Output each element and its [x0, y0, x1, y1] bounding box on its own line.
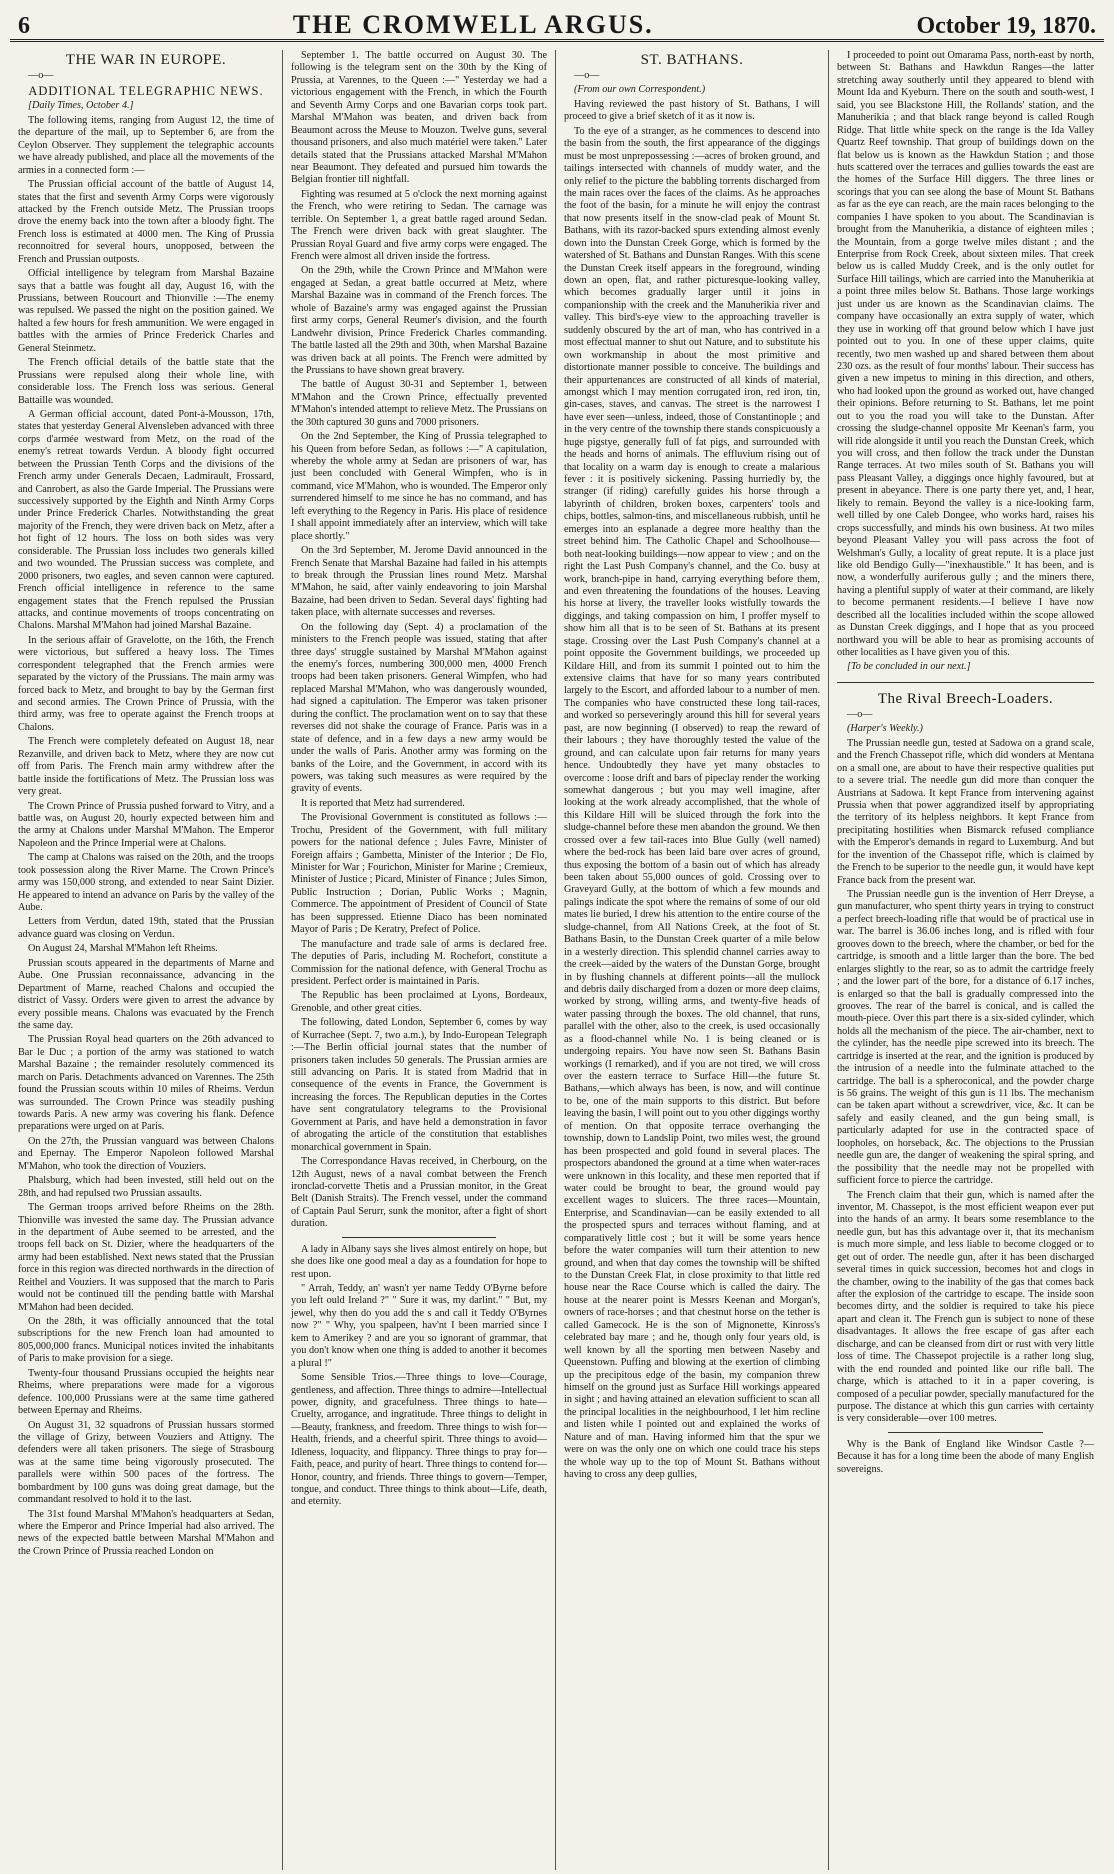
paragraph: On the 28th, it was officially announced that the total subscriptions for the new French loan had amounted to 805,000,000 francs. Municipal notices invited the inhabitants of Paris to make provision for a siege. [18, 1316, 274, 1365]
paragraph: The Provisional Government is constituted as follows :—Trochu, President of the Government, with full military powers for the national defence ; Jules Favre, Minister of Foreign affairs ; Gambetta, Minister of the Interior ; De Flo, Minister for War ; Fourichon, Minister for Marine ; Cremieux, Minister of Justice ; Picard, Minister of Finance ; Jules Simon, Public Instruction ; Dorian, Public Works ; Magnin, Commerce. The appointment of President of Council of State has been suppressed. Etienne Diaco has been nominated Mayor of Paris ; De Keratry, Prefect of Police. [291, 812, 547, 936]
bathans-dash: —o— [574, 70, 600, 81]
column-2 [283, 50, 556, 1870]
bathans-body-continued [837, 50, 1094, 659]
paragraph: The battle of August 30-31 and September 1, between M'Mahon and the Crown Prince, effectually prevented M'Mahon's intended attempt to relieve Metz. The Prussians on the 30th captured 30 guns and 7000 prisoners. [291, 379, 547, 428]
paragraph: A lady in Albany says she lives almost entirely on hope, but she does like one good meal a day as a foundation for hope to rest upon. [291, 1243, 547, 1280]
war-body [18, 115, 274, 1558]
paper-title: THE CROMWELL ARGUS. [292, 10, 654, 39]
paragraph: The 31st found Marshal M'Mahon's headquarters at Sedan, where the Emperor and Prince Imperial had also arrived. The news of the expected battle between Marshal M'Mahon and the Crown Prince of Prussia reached London on [18, 1508, 274, 1557]
paragraph: The Prussian needle gun is the invention of Herr Dreyse, a gun manufacturer, who spent thirty years in trying to construct a perfect breech-loading rifle that would be of practical use in war. The barrel is 36.06 inches long, and is rifled with four grooves down to the breech, where the chamber, or bed for the cartridge, is smooth and a little larger than the bore. The bed enlarges slightly to the rear, so as to admit the cartridge freely ; and the lower part of the bore, for a distance of 6.17 inches, is enlarged so that the ball is gradually compressed into the grooves. The rear of the barrel is conical, and is called the mouth-piece. Over this part there is a six-sided cylinder, which holds all the mechanism of the piece. The air-chamber, next to the cylinder, has the needle pipe screwed into its breech. The cartridge is inserted at the rear, and the ignition is produced by the intrusion of a needle into the fulminate attached to the cartridge. The ball is a spheroconical, and the powder charge is 56 grains. The weight of this gun is 11 lbs. The mechanism can be taken apart without a screwdriver, vice, &c. It can be safely and easily cleaned, and the gun being small, is particularly adapted for use in the contracted space of loopholes, on horseback, &c. The objections to the Prussian needle gun are, the danger of weakening the spiral spring, and the possibility that the needle may not be propelled with sufficient force to pierce the cartridge. [837, 889, 1094, 1187]
divider [837, 682, 1094, 683]
column-4 [829, 50, 1102, 1870]
paragraph: On August 31, 32 squadrons of Prussian hussars stormed the village of Grizy, between Vouziers and Attigny. The defenders were all taken prisoners. The siege of Strasbourg was at the same time being vigorously prosecuted. The parallels were within 500 paces of the fortress. The bombardment by 100 guns was doing great damage, but the commandant resolved to hold it to the last. [18, 1419, 274, 1506]
paragraph: On August 24, Marshal M'Mahon left Rheims. [28, 943, 218, 955]
paragraph: I proceeded to point out Omarama Pass, north-east by north, between St. Bathans and Hawkdun Ranges—the latter stretching away southerly until they appeared to blend with Mount Ida and Kyeburn. There on the south and south-west, I said, you see Blackstone Hill, the Rollands' station, and the Manuherikia ; and that black range beyond is called Rough Ridge. That little white speck on the range is the Ida Valley Quartz Reef township. That group of buildings down on the flat below us is known as the Hawkdun Station ; and those huts scattered over the terraces and gullies towards the east are the homes of the Surface Hill diggers. The three lines or scorings that you can see along the base of Mount St. Bathans as far as the eye can reach, are the main races belonging to the companies I have spoken to you about. The Scandinavian is brought from the Manuherikia, a distance of eighteen miles ; the Mountain, from a gorge twelve miles distant ; and the Enterprise from Rock Creek, about sixteen miles. That creek below us is called Muddy Creek, and is the only outlet for Surface Hill tailings, which are carried into the Manuherikia at a point three miles below St. Bathans. Those large workings just under us are known as the Scandinavian claims. The company have occasionally an extra supply of water, which they use in working off that ground below which I have just pointed out to you. In one of these upper claims, quite recently, two men washed up and shared between them about 230 ozs. as the result of four months' labour. Their success has given a new impetus to mining in this direction, and others, who had looked upon the ground as worked out, have changed their opinions. Before returning to St. Bathans, let me point out to you the road you will take to the Dunstan. After crossing the sludge-channel opposite Mr Keenan's farm, you will ride alongside it until you reach the Dunstan Creek, which you will cross, and then follow the track under the Dunstan Range terraces. At two miles south of St. Bathans you will pass Pleasant Valley, a diggings once highly favoured, but at present in abeyance. There is one party there yet, and, I hear, likely to remain. Beyond the valley is a nice-looking farm, well tilled by one Caleb Dongee, who works hard, raises his crops successfully, and minds his own business. At two miles beyond Pleasant Valley you will pass across the foot of Welshman's Gully, a locality of great repute. It is a place just like old Bendigo Gully—"inexhaustible." It has been, and is now, a wonderfully auriferous gully ; and the miners there, having a plentiful supply of water at their command, are likely to become permanent residents.—I believe I have now described all the localities included within the scope allowed as Dunstan Creek diggings, and I hope that as you proceed northward you will be able to hear as promising accounts of other localities as I have given you of this. [837, 50, 1094, 658]
paragraph: On the 3rd September, M. Jerome David announced in the French Senate that Marshal Bazaine had failed in his attempts to break through the Prussian lines round Metz. Marshal M'Mahon, he said, after vainly endeavoring to join Marshal Bazaine, had been driven to Sedan. Several days' fighting had taken place, with alternate successes and reverses. [291, 545, 547, 619]
page-number: 6 [18, 13, 30, 39]
war-headline: THE WAR IN EUROPE. [65, 52, 227, 68]
paragraph: Twenty-four thousand Prussians occupied the heights near Rheims, where preparations were made for a vigorous defence. 100,000 Prussians were at the same time gathered between Epernay and Rheims. [18, 1367, 274, 1417]
bathans-source: (From our own Correspondent.) [574, 84, 706, 96]
paragraph: Fighting was resumed at 5 o'clock the next morning against the French, who were retiring to Sedan. The carnage was terrible. On September 1, a great battle raged around Sedan. The French were driven back with great slaughter. The Prussian Royal Guard and five army corps were engaged. The French were almost all driven inside the fortress. [291, 188, 547, 262]
issue-date: October 19, 1870. [916, 13, 1096, 39]
breech-source: (Harper's Weekly.) [847, 723, 923, 735]
bathans-headline: ST. BATHANS. [640, 52, 744, 68]
paragraph: Prussian scouts appeared in the departments of Marne and Aube. One Prussian reconnaissance, advancing in the Department of Marne, reached Chalons and occupied the district of Vassy. Orders were given to arrest the advance by every possible means. Chalons was evacuated by the French the same day. [18, 957, 274, 1031]
columns [10, 50, 1104, 1870]
breech-body [837, 738, 1094, 1426]
paragraph: Letters from Verdun, dated 19th, stated that the Prussian advance guard was closing on Verdun. [18, 916, 274, 940]
paragraph: The Prussian Royal head quarters on the 26th advanced to Bar le Duc ; a portion of the army was stationed to watch Marshal Bazaine ; the remainder resolutely commenced its march on Paris. Detachments advanced on Varennes. The 25th found the Prussian scouts within 10 miles of Rheims. Verdun was surrounded. The Crown Prince was steadily pushing towards Paris. A new army was covering his flank. Defence preparations were urged on at Paris. [18, 1034, 274, 1133]
masthead [10, 8, 1104, 42]
divider [888, 1432, 1042, 1433]
paragraph: In the serious affair of Gravelotte, on the 16th, the French were victorious, but suffered a heavy loss. The Times correspondent telegraphed that the French armies were separated by the victory of the Prussians. The main army was forced back to Metz, and brought to bay by the German first and second armies. The Crown Prince of Prussia, with the third army, was free to operate against the French troops at Chalons. [18, 634, 274, 733]
paragraph: On the 27th, the Prussian vanguard was between Chalons and Epernay. The Emperor Napoleon followed Marshal M'Mahon, who took the direction of Vouziers. [18, 1135, 274, 1172]
paragraph: A German official account, dated Pont-à-Mousson, 17th, states that yesterday General Alvensleben advanced with three corps d'armée westward from Metz, on the road of the enemy's retreat towards Verdun. A bloody fight occurred between the Prussian Tenth Corps and the divisions of the French army under Generals Decaen, Ladmirault, Frossard, and Canrobert, as also the Garde Imperial. The Prussians were successively supported by the Eighth and Ninth Army Corps under Prince Frederick Charles. Notwithstanding the great majority of the French, they were driven back on Metz, after a hot fight of 12 hours. The loss on both sides was very considerable. The Prussian loss includes two generals killed and two wounded. The Prussian success was complete, and 2000 prisoners, two eagles, and seven cannon were captured. French official intelligence in reference to the same engagement states that the French repulsed the Prussian attacks, and continue movements of troops concentrating on Chalons. Marshal M'Mahon had joined Marshal Bazaine. [18, 408, 274, 632]
paragraph: The following items, ranging from August 12, the time of the departure of the mail, up to September 6, are from the Ceylon Observer. They supplement the telegraphic accounts we have already published, and place all the movements of the armies in a connected form :— [18, 114, 274, 176]
paragraph: Phalsburg, which had been invested, still held out on the 28th, and had repulsed two Prussian assaults. [18, 1175, 274, 1199]
paragraph: September 1. The battle occurred on August 30. The following is the telegram sent on the 30th by the King of Prussia, at Varennes, to the Queen :—" Yesterday we had a victorious engagement with the French, in which the Fourth and Seventh Army Corps and one Bavarian corps took part. Marshal M'Mahon was beaten, and driven back from Beaumont across the Meuse to Mouzon. Twelve guns, several thousand prisoners, and also much matériel were taken." Later details stated that the Prussians attacked Marshal M'Mahon near Beaumont. They defeated and pursued him towards the Belgian frontier till nightfall. [291, 50, 547, 186]
paragraph: The Prussian needle gun, tested at Sadowa on a grand scale, and the French Chassepot rifle, which did wonders at Mentana on a small one, are about to have their respective qualities put to a severe trial. The needle gun did more than conquer the Austrians at Sadowa. It kept France from intervening against Prussia when that power aggrandized itself by appropriating the territory of its helpless neighbors. It kept France from precipitating hostilities when Bismarck refused compliance with the Emperor's demands in regard to Luxemburg. And but for the invention of the Chassepot rifle, which is claimed by the French to be superior to the needle gun, it would have kept France back from the present war. [837, 737, 1094, 886]
column-3 [556, 50, 829, 1870]
paragraph: The French official details of the battle state that the Prussians were repulsed along their whole line, with considerable loss. The French loss was serious. General Battaille was wounded. [18, 357, 274, 406]
paragraph: The Prussian official account of the battle of August 14, states that the first and seventh Army Corps were vigorously attacked by the French outside Metz. The Prussian troops drove the enemy back into the town after a bloody fight. The French loss is estimated at 4000 men. The King of Prussia reconnoitred for several hours, unopposed, between the French and Prussian outposts. [18, 179, 274, 265]
paragraph: The German troops arrived before Rheims on the 28th. Thionville was invested the same day. The Prussian advance in the department of Aube seemed to be arrested, and the troops fell back on St. Dizier, where the headquarters of the army had been established. Next news stated that the Prussian force in this region was directed northwards in the direction of Reithel and Vouziers. It was supposed that the march to Paris would not be continued till the pending battle with Marshal M'Mahon had been decided. [18, 1202, 274, 1313]
war-body-continued [291, 50, 547, 1231]
paragraph: The following, dated London, September 6, comes by way of Kurrachee (Sept. 7, two a.m.), by Indo-European Telegraph :—The Berlin official journal states that the number of prisoners taken includes 50 generals. The Prussian armies are still advancing on Paris. It is stated from Madrid that in consequence of the events in France, the Government is increasing the forces. The Republican deputies in the Cortes have sent congratulatory telegrams to the Provisional Government at Paris, and have held a demonstration in favor of abrogating the article of the constitution that establishes monarchical government in Spain. [291, 1017, 547, 1153]
paragraph: Some Sensible Trios.—Three things to love—Courage, gentleness, and affection. Three things to admire—Intellectual power, dignity, and gracefulness. Three things to hate—Cruelty, arrogance, and ingratitude. Three things to delight in—Beauty, frankness, and freedom. Three things to wish for—Health, friends, and a cheerful spirit. Three things to avoid—Idleness, loquacity, and flippancy. Three things to pray for—Faith, peace, and purity of heart. Three things to contend for—Honor, country, and friends. Three things to govern—Temper, tongue, and conduct. Three things to think about—Life, death, and eternity. [291, 1372, 547, 1508]
paragraph: The French were completely defeated on August 18, near Rezanville, and driven back to Metz, where they are now cut off from Paris. The French main army withdrew after the battle inside the fortifications of Metz. The Prussian loss was very great. [18, 736, 274, 798]
paragraph: The Republic has been proclaimed at Lyons, Bordeaux, Grenoble, and other great cities. [291, 990, 547, 1014]
windsor-riddle: Why is the Bank of England like Windsor Castle ?—Because it has for a long time been the abode of many English sovereigns. [837, 1438, 1094, 1475]
filler-items [291, 1244, 547, 1509]
war-subhead: ADDITIONAL TELEGRAPHIC NEWS. [28, 84, 264, 99]
breech-dash: —o— [847, 708, 873, 720]
paragraph: On the following day (Sept. 4) a proclamation of the ministers to the French people was issued, stating that after three days' struggle sustained by Marshal M'Mahon against the enemy's forces, numbering 300,000 men, 4000 French troops had been taken prisoners. General Wimpfen, who had replaced Marshal M'Mahon, who was dangerously wounded, had signed a capitulation. The Emperor was taken prisoner during the conflict. The proclamation went on to say that these reverses did not shake the courage of France. Paris was in a state of defence, and in a few days a new army would be under the walls of Paris. Another army was forming on the banks of the Loire, and the Government, in accord with its powers, was taking such measures as were required by the gravity of events. [291, 621, 547, 795]
war-dash: —o— [28, 70, 54, 81]
paragraph: Having reviewed the past history of St. Bathans, I will proceed to give a brief sketch of it as it now is. [564, 98, 820, 123]
paragraph: The Crown Prince of Prussia pushed forward to Vitry, and a battle was, on August 20, hourly expected between him and the army at Chalons under Marshal M'Mahon. The Emperor Napoleon and the Prince Imperial were at Chalons. [18, 800, 274, 849]
paragraph: The camp at Chalons was raised on the 20th, and the troops took possession along the River Marne. The Crown Prince's army was 150,000 strong, and extended to near Saint Dizier. He appeared to intend an advance on Paris by the valley of the Aube. [18, 852, 274, 913]
column-1 [10, 50, 283, 1870]
paragraph: On the 29th, while the Crown Prince and M'Mahon were engaged at Sedan, a great battle occurred at Metz, where Marshal Bazaine was in command of the French forces. The whole of Bazaine's army was engaged against the Prussian first army corps, General Reumer's division, and the fourth Landwehr division, Prince Frederick Charles commanding. The battle lasted all the 29th and 30th, when Marshal Bazaine was driven back at all points. The French were admitted by the Prussians to have shown great bravery. [291, 265, 547, 376]
bathans-body [564, 99, 820, 1482]
paragraph: The Correspondance Havas received, in Cherbourg, on the 12th August, news of a naval combat between the French ironclad-corvette Thetis and a Prussian monitor, in the Great Belt (Danish Straits). The French vessel, under the command of Captain Paul Serurr, sunk the monitor, after a fight of short duration. [291, 1156, 547, 1230]
paragraph: The French claim that their gun, which is named after the inventor, M. Chassepot, is the most efficient weapon ever put into the hands of an army. It bears some resemblance to the needle gun, but has this advantage over it, that its mechanism is much more simple, and less liable to become clogged or to get out of order. The needle gun, after it has been discharged several times in quick succession, becomes hot and clogs in the chamber, owing to the inability of the gas that comes back after the explosion of the cartridge to escape. The inside soon becomes dirty, and the soldier is required to take his piece apart and clean it. The French gun is subject to none of these disadvantages. It allows the free escape of gas after each discharge, and can be cleansed from dirt or rust with very little loss of time. The Chassepot projectile is a rather long slug, with the end rounded and pointed like our rifle ball. The charge, which is attached to it in a paper covering, is composed of a peculiar powder, specially manufactured for the purpose. The distance at which this gun carries with certainty is very considerable—over 100 metres. [837, 1189, 1094, 1425]
paragraph: It is reported that Metz had surrendered. [301, 797, 465, 809]
war-source: [Daily Times, October 4.] [28, 100, 134, 112]
paragraph: On the 2nd September, the King of Prussia telegraphed to his Queen from before Sedan, as follows :—" A capitulation, whereby the whole army at Sedan are prisoners of war, has just been concluded with General Wimpfen, who is in command, vice M'Mahon, who is wounded. The Emperor only surrendered himself to me since he has no command, and has left everything to the Regency in Paris. His place of residence I shall appoint immediately after an interview, which will take place shortly." [291, 431, 548, 542]
continued-note: [To be concluded in our next.] [847, 661, 971, 673]
paragraph: The manufacture and trade sale of arms is declared free. The deputies of Paris, including M. Rochefort, constitute a Commission for the national defence, with General Trochu as president. Perfect order is maintained in Paris. [291, 938, 547, 987]
breech-headline: The Rival Breech-Loaders. [877, 690, 1054, 707]
paragraph: " Arrah, Teddy, an' wasn't yer name Teddy O'Byrne before you left ould Ireland ?" " Sure it was, my darlint." " But, my jewel, why then do you add the s and call it Teddy O'Byrnes now ?" " Why, you spalpeen, hav'nt I been married since I kem to Amerikey ? and are you so ignorant of grammar, that you don't know when one thing is added to another it becomes a plural !" [291, 1283, 547, 1369]
paragraph: Official intelligence by telegram from Marshal Bazaine says that a battle was fought all day, August 16, with the Prussians, between Roucourt and Thionville :—The enemy was repulsed. We passed the night on the position gained. We halted a few hours for fresh ammunition. We were engaged in battles with the armies of Prince Frederick Charles and General Steinmetz. [18, 268, 274, 354]
divider [342, 1237, 496, 1238]
paragraph: To the eye of a stranger, as he commences to descend into the basin from the south, the first appearance of the diggings must be most unprepossessing :—acres of broken ground, and tailings intersected with channels of muddy water, and the only relief to the picture the babbling torrents discharged from the main races over the faces of the claims. As he approaches the foot of the basin, for a minute he will enjoy the contrast that now presents itself in the snow-clad peak of Mount St. Bathans, with its razor-backed spurs extending almost evenly down into the Dunstan Creek Gorge, which is formed by the watershed of St. Bathans and Dunstan Ranges. With this scene the Dunstan Creek itself appears in the foreground, winding down an open, flat, and rather picturesque-looking valley, which becomes gradually larger until it joins in companionship with the creek and the Manuherikia river and valley. This bird's-eye view to the approaching traveller is suddenly obscured by the art of man, who has contrived in a most effectual manner to shut out Nature, and to substitute his own workmanship in about the most primitive and distortionate manner possible to conceive. The buildings and their appurtenances are constructed of all kinds of material, amongst which I may mention corrugated iron, red iron, tin, gin-cases, staves, and canvas. The street is the narrowest I have ever seen—unless, indeed, those of Constantinople ; and in the very centre of the township there stands conspicuously a huge pigstye, generally full of fat pigs, and surrounded with the heads and horns of animals. The effluvium rising out of that locality on a warm day is enough to create a malarious fever : it is positively sickening. Passing hurriedly by, the stranger (if riding) carefully guides his horse through a labyrinth of children, broken boxes, carpenters' tools and chips, bottles, salmon-tins, and miscellaneous rubbish, until he emerges into an esplanade a degree more healthy than the street behind him. The Catholic Chapel and Schoolhouse—both neat-looking buildings—now appear to view ; and on the right the Last Push Company's channel, and the Co. busy at work, branch-pipe in hand, carrying everything before them, and even threatening the foundations of the houses. Leaving his horse at livery, the traveller looks wistfully towards the diggings, and taking compassion on him, I proffer myself to show him all that is to be seen of St. Bathans at its present stage. Crossing over the Last Push Company's channel at a point opposite the Government buildings, we proceeded up Kildare Hill, and from its summit I pointed out to him the extensive claims that have for so many years contributed largely to the Escort, and afforded labour to a number of men. The companies who have constructed these long tail-races, and worked so perseveringly around this hill for several years past, are now beginning (I observed) to reap the reward of their labours ; they have thoroughly tested the value of the ground, and can calculate upon fair returns for many years hence. Undoubtedly they have yet many obstacles to overcome : loose drift and bars of pipeclay render the working somewhat dangerous ; but you may well imagine, after looking at the work already accomplished, that the whole of this Kildare Hill will be sluiced through the fork into the sludge-channel before these men abandon the ground. We then crossed over a few tail-races into Blue Gully (well named) where the bed-rock has been laid bare over acres of ground, thus exposing the bottom of a basin out of which has already been taken about 55,000 ounces of gold. Crossing over to Graveyard Gully, at the bottom of which a few mounds and palings indicate the spot where the remains of some of our old mates lie buried, I drew his attention to the entire course of the sludge-channel, from All Nations Creek, at the foot of St. Bathans Basin, to the Dunstan Creek quarter of a mile below in a westerly direction. This splendid channel carries away to the creek—aided by the waters of the Dunstan Gorge, brought in by flushing channels at different points—all the mullock and debris daily discharged from a dozen or more deep claims, worked by strong, willing arms, and twenty-five heads of water passing through the boxes. The old channel, that runs, parallel with the other, also to the creek, is used occasionally as a flood-channel while No. 1 is being cleaned or is undergoing repairs. You have now seen St. Bathans Basin workings (I remarked), and if you are not tired, we will cross over the eastern terrace to Surface Hill—the future St. Bathans,—which always has been, is now, and will continue to be, one of the main supports to this district. But before leaving the basin, I will point out to you other diggings worthy of mention. On that opposite terrace overhanging the township, down to Landslip Point, two miles west, the ground has been prospected and gold found in several places. The prospectors abandoned the ground at a time when water-races were unknown in this locality, and these men reported that if water could be brought to bear, the ground would pay excellent wages to sluicers. The three races—Mountain, Enterprise, and Scandinavian—can be easily extended to all the prospected spurs and terraces without flaming, and at comparatively little cost ; but it will be some years hence before the water companies will turn their attention to new ground, and when that day comes the township will be shifted to the Dunstan Creek Flat, in close proximity to that little red house near the Race Course which is called the dairy. The house at the nearer point is Messrs Keenan and Morgan's, owners of race-horses ; and that chestnut horse on the tether is called Gamecock. He is the son of Mignonette, Kinross's celebrated bay mare ; and he, though only four years old, is well known by all the sporting men between Naseby and Queenstown. Puffing and blowing at the exertion of climbing up the precipitous edge of the basin, my companion threw himself on the ground just as Surface Hill workings appeared in sight ; and having attained an elevation sufficient to scan all the principal localities in the neighbourhood, I let him recline and listen while I pointed out and explained the works of Nature and of man. Having informed him that the spur we were on was the only one on which one could trace his steps the whole way up to the top of Mount St. Bathans without having to cross any deep gullies, [564, 125, 820, 1480]
